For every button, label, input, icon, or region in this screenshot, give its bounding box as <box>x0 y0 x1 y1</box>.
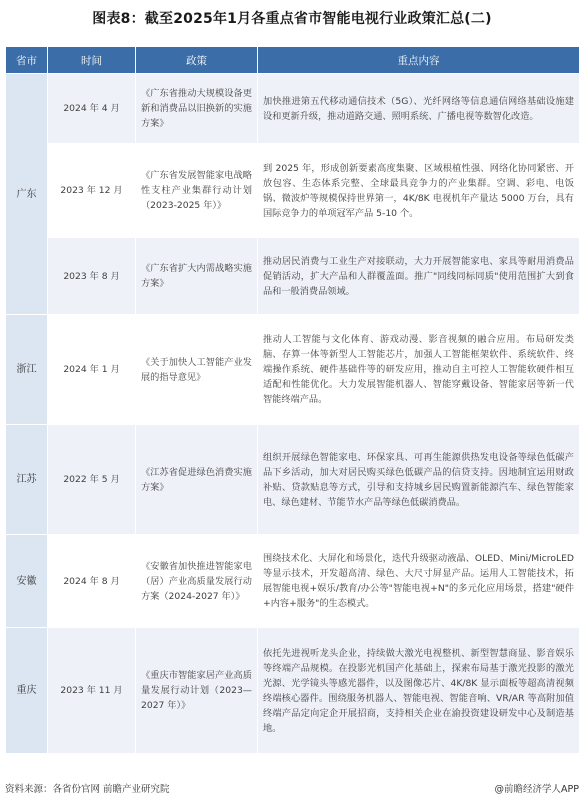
content-cell: 依托先进视听龙头企业，持续做大激光电视整机、新型智慧商显、影音娱乐等终端产品规模。在投影光机国产化基础上，探索布局基于激光投影的激光光源、光学镜头等感光器件，以及图像芯片、4K/8K 显示面板等超高清视频终端核心器件。围绕服务机器人、智能电视、智能音响、VR/AR 等高附加值终端产品定向定企开展招商，支持相关企业在渝投资建设研发中心及制造基地。 <box>258 628 580 754</box>
brand-credit: @前瞻经济学人APP <box>494 784 579 795</box>
time-cell: 2023 年 12 月 <box>48 144 136 238</box>
province-cell: 广东 <box>6 74 48 315</box>
policy-cell: 《广东省扩大内需战略实施方案》 <box>136 238 258 315</box>
policy-cell: 《江苏省促进绿色消费实施方案》 <box>136 425 258 535</box>
content-cell: 组织开展绿色智能家电、环保家具、可再生能源供热发电设备等绿色低碳产品下乡活动，加大对居民购买绿色低碳产品的信贷支持。因地制宜运用财政补贴、贷款贴息等方式，引导和支持城乡居民购置新能源汽车、绿色智能家电、绿色建材、节能节水产品等绿色低碳消费品。 <box>258 425 580 535</box>
policy-cell: 《关于加快人工智能产业发展的指导意见》 <box>136 315 258 425</box>
policy-cell: 《安徽省加快推进智能家电（居）产业高质量发展行动方案（2024-2027 年）》 <box>136 535 258 628</box>
table-row <box>6 535 580 628</box>
time-cell: 2023 年 8 月 <box>48 238 136 315</box>
province-cell: 浙江 <box>6 315 48 425</box>
policy-cell: 《广东省推动大规模设备更新和消费品以旧换新的实施方案》 <box>136 74 258 144</box>
table-row <box>6 425 580 535</box>
header-policy: 政策 <box>136 47 258 74</box>
time-cell: 2023 年 11 月 <box>48 628 136 754</box>
time-cell: 2024 年 8 月 <box>48 535 136 628</box>
policy-cell: 《重庆市智能家居产业高质量发展行动计划（2023—2027 年）》 <box>136 628 258 754</box>
province-cell: 江苏 <box>6 425 48 535</box>
content-cell: 到 2025 年，形成创新要素高度集聚、区域根植性强、网络化协同紧密、开放包容、生态体系完整、全球最具竞争力的产业集群。空调、彩电、电饭锅、微波炉等规模保持世界第一，4K/8K 电视机年产量达 5000 万台，具有国际竞争力的单项冠军产品 5-10 个。 <box>258 144 580 238</box>
time-cell: 2024 年 4 月 <box>48 74 136 144</box>
content-cell: 围绕技术化、大屏化和场景化，迭代升级驱动液晶、OLED、Mini/MicroLED 等显示技术，开发超高清、绿色、大尺寸屏显产品。运用人工智能技术，拓展智能电视+娱乐/教育/办公等"智能电视+N"的多元化应用场景，搭建"硬件+内容+服务"的生态模式。 <box>258 535 580 628</box>
table-row <box>6 144 580 238</box>
table-row <box>6 238 580 315</box>
content-cell: 加快推进第五代移动通信技术（5G）、光纤网络等信息通信网络基础设施建设和更新升级，推动道路交通、照明系统、广播电视等数智化改造。 <box>258 74 580 144</box>
table-row <box>6 628 580 754</box>
content-cell: 推动居民消费与工业生产对接联动，大力开展智能家电、家具等耐用消费品促销活动，扩大产品和人群覆盖面。推广"同线同标同质"使用范围扩大到食品和一般消费品领域。 <box>258 238 580 315</box>
source-note: 资料来源：各省份官网 前瞻产业研究院 <box>5 784 170 795</box>
header-time: 时间 <box>48 47 136 74</box>
content-cell: 推动人工智能与文化体育、游戏动漫、影音视频的融合应用。布局研发类脑、存算一体等新型人工智能芯片，加强人工智能框架软件、系统软件、终端操作系统、硬件基础件等的研发应用，推动自主可控人工智能软硬件相互适配和性能优化。大力发展智能机器人、智能穿戴设备、智能家居等新一代智能终端产品。 <box>258 315 580 425</box>
table-row <box>6 315 580 425</box>
footer <box>5 781 579 797</box>
time-cell: 2022 年 5 月 <box>48 425 136 535</box>
time-cell: 2024 年 1 月 <box>48 315 136 425</box>
policy-cell: 《广东省发展智能家电战略性支柱产业集群行动计划（2023-2025 年）》 <box>136 144 258 238</box>
figure-title: 图表8：截至2025年1月各重点省市智能电视行业政策汇总(二) <box>92 11 492 27</box>
header-content: 重点内容 <box>258 47 580 74</box>
province-cell: 安徽 <box>6 535 48 628</box>
policy-table <box>5 46 580 754</box>
table-row <box>6 74 580 144</box>
province-cell: 重庆 <box>6 628 48 754</box>
header-province: 省市 <box>6 47 48 74</box>
table-header-row <box>6 47 580 74</box>
